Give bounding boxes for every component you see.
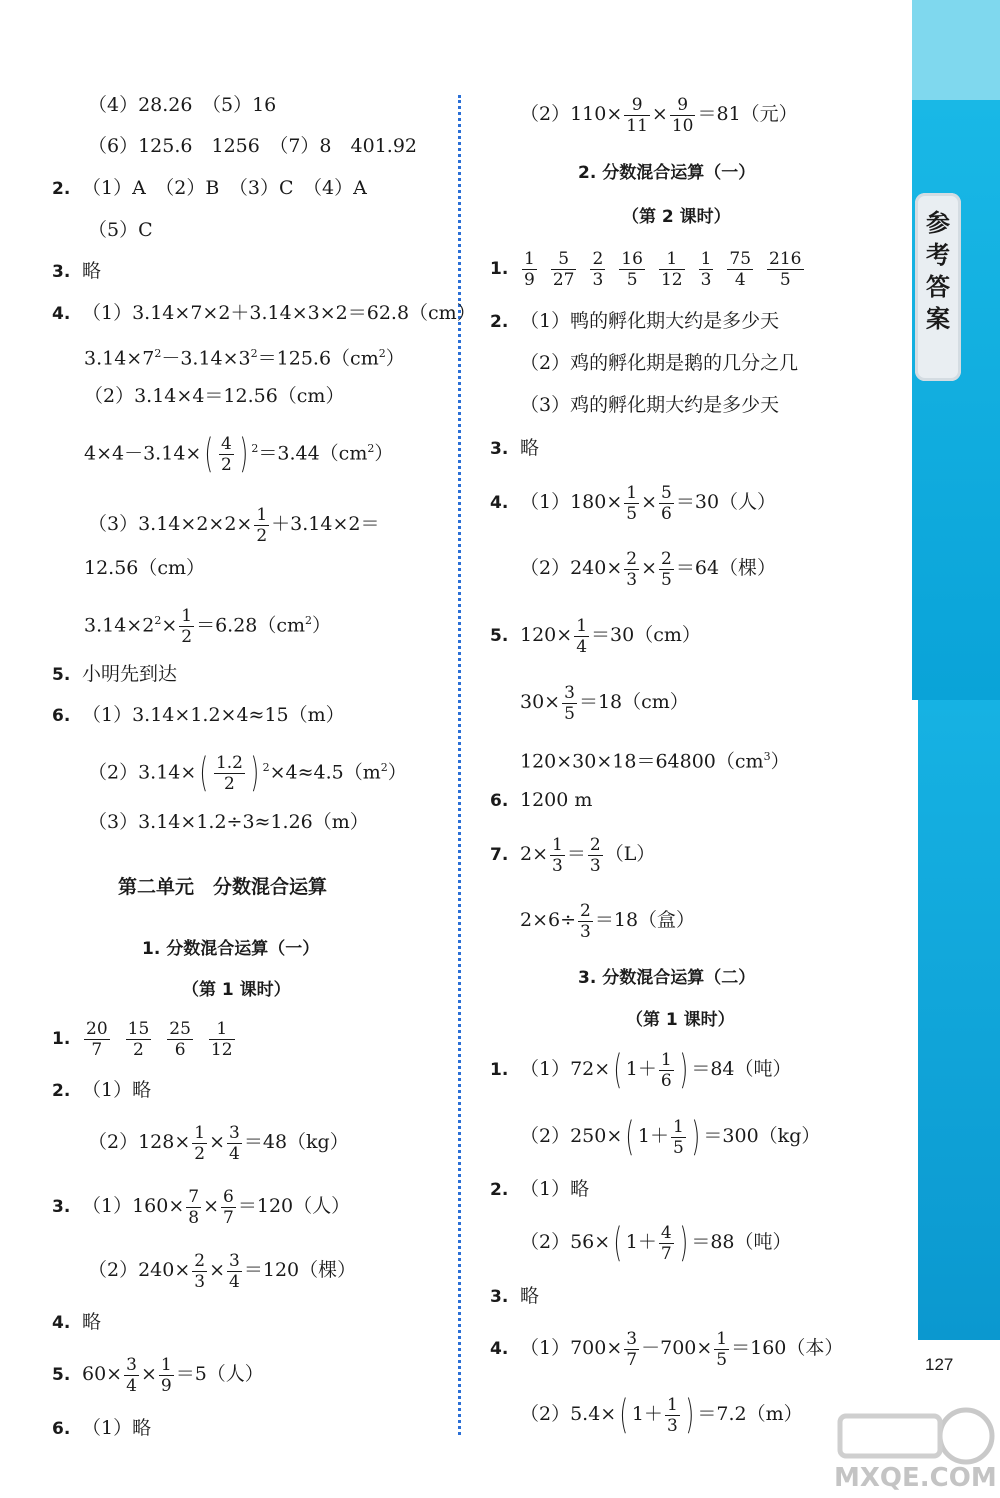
question-number: 4. (52, 1313, 71, 1333)
fraction (84, 1019, 110, 1060)
denominator: 9 (524, 269, 535, 290)
numerator: 1 (700, 248, 712, 269)
edge-band (912, 100, 1000, 700)
denominator: 6 (174, 1039, 186, 1060)
fraction: $\frac{1.2}{2}$ (215, 752, 243, 794)
answer-line: 2×6÷ $\frac{2}{3}$ ＝18（盒） (520, 900, 696, 942)
question-1: 1. （1）72×( 1＋ $\frac{1}{6}$ ) ＝84（吨） (490, 1047, 792, 1093)
page-number: 127 (925, 1355, 954, 1374)
answer-line: （6）125.6 1256 （7）8 401.92 (88, 135, 417, 157)
fraction: $\frac{9}{10}$ (671, 94, 694, 136)
watermark-logo (828, 1398, 998, 1493)
denominator: 4 (734, 269, 746, 290)
answer-line: （2）56×( 1＋ $\frac{4}{7}$ ) ＝88（吨） (520, 1220, 792, 1266)
question-number: 3. (490, 439, 509, 459)
section-subtitle: （第 2 课时） (622, 207, 731, 227)
fraction: $\frac{2}{5}$ (661, 548, 672, 590)
numerator: 16 (621, 248, 643, 269)
question-number: 4. (490, 1339, 509, 1359)
denominator: 3 (700, 269, 712, 290)
answer-line: （3）3.14×1.2÷3≈1.26（m） (88, 811, 369, 833)
question-number: 3. (52, 1197, 71, 1217)
watermark-text: MXQE.COM (834, 1463, 997, 1493)
fraction: $\frac{1}{4}$ (576, 615, 588, 657)
fraction (167, 1019, 193, 1060)
question-6: 6. （1）3.14×1.2×4≈15（m） (52, 704, 345, 726)
denominator: 12 (660, 269, 683, 290)
fraction: $\frac{1}{5}$ (716, 1328, 728, 1370)
question-3: 3. 略 (52, 260, 102, 282)
answer-line: 4×4－3.14×( $\frac{4}{2}$ ) $^2=3.44(cm^2)$ (84, 431, 394, 478)
fraction (699, 249, 714, 290)
numerator: 20 (86, 1018, 108, 1039)
answer-line: （2）240× $\frac{2}{3}$ × $\frac{3}{4}$ ＝120（棵） (88, 1250, 357, 1292)
question-number: 5. (490, 626, 509, 646)
column-divider (458, 95, 461, 1435)
denominator: 5 (779, 269, 791, 290)
denominator: 7 (91, 1039, 103, 1060)
numerator: 1 (659, 249, 685, 270)
question-number: 3. (490, 1287, 509, 1307)
fraction: $\frac{7}{8}$ (188, 1186, 200, 1228)
fraction: $\frac{9}{11}$ (626, 94, 648, 136)
answer-line: （4）28.26 （5）16 (88, 94, 277, 116)
answer-line: 12.56（cm） (84, 557, 206, 579)
answer-line: 30× $\frac{3}{5}$ ＝18（cm） (520, 682, 689, 724)
fraction (590, 249, 605, 290)
question-3: 3. 略 (490, 437, 540, 459)
question-number: 3. (52, 262, 71, 282)
fraction: $\frac{2}{3}$ (580, 900, 591, 942)
fraction (727, 249, 753, 290)
section-title: 3. 分数混合运算（二） (578, 968, 756, 988)
question-2: 2. （1）略 (52, 1079, 152, 1101)
fraction: $\frac{1}{5}$ (672, 1116, 684, 1158)
fraction: $\frac{1}{9}$ (160, 1354, 172, 1396)
fraction: $\frac{2}{3}$ (589, 834, 601, 876)
fraction (209, 1019, 235, 1060)
fraction (767, 249, 803, 290)
answer-line: $3.14\times 2^2\times$ $\frac{1}{2}$ $=6.28(cm^2)$ (84, 605, 332, 647)
question-number: 4. (490, 493, 509, 513)
question-number: 2. (52, 179, 71, 199)
answer-line: （3）鸡的孵化期大约是多少天 (520, 394, 780, 416)
question-4: 4. （1）700× $\frac{3}{7}$ －700× $\frac{1}{5}$ ＝160（本） (490, 1324, 843, 1373)
question-4: 4. （1）180× $\frac{1}{5}$ × $\frac{5}{6}$ ＝30（人） (490, 478, 776, 527)
numerator: 15 (127, 1018, 150, 1039)
fraction-list (520, 248, 816, 290)
fraction: $\frac{3}{4}$ (126, 1354, 137, 1396)
numerator: 75 (729, 248, 752, 269)
question-4: 4. 略 (52, 1311, 102, 1333)
question-number: 4. (52, 304, 71, 324)
numerator: 2 (592, 248, 604, 269)
numerator: 1 (524, 248, 535, 269)
fraction: $\frac{5}{6}$ (661, 482, 672, 524)
fraction (522, 249, 537, 290)
question-number: 1. (490, 259, 509, 279)
question-5: 5. 120× $\frac{1}{4}$ ＝30（cm） (490, 611, 701, 660)
fraction: $\frac{3}{4}$ (229, 1122, 240, 1164)
fraction-list (82, 1018, 249, 1060)
question-3: 3. （1）160× $\frac{7}{8}$ × $\frac{6}{7}$ ＝120（人） (52, 1182, 350, 1231)
answer-line: $120\times 30\times 18=64800(cm^3)$ (520, 750, 790, 773)
unit-title: 第二单元 分数混合运算 (118, 876, 328, 898)
fraction (126, 1019, 152, 1060)
fraction: $\frac{1}{2}$ (181, 605, 193, 647)
question-2: 2. （1）略 (490, 1178, 590, 1200)
section-title: 1. 分数混合运算（一） (142, 939, 320, 959)
fraction: $\frac{2}{3}$ (626, 548, 638, 590)
question-number: 6. (52, 706, 71, 726)
question-1 (52, 1014, 249, 1063)
question-7: 7. 2× $\frac{1}{3}$ ＝ $\frac{2}{3}$ （L） (490, 830, 655, 879)
question-2: 2. （1）鸭的孵化期大约是多少天 (490, 310, 780, 332)
question-number: 1. (52, 1029, 71, 1049)
fraction: $\frac{4}{7}$ (660, 1222, 672, 1264)
denominator: 3 (592, 269, 604, 290)
fraction: $\frac{1}{3}$ (552, 834, 563, 876)
answer-line: $3.14\times 7^2-3.14\times 3^2=125.6(cm^2)$ (84, 347, 405, 370)
fraction (619, 249, 645, 290)
question-number: 2. (490, 1180, 509, 1200)
answer-line: （2）240× $\frac{2}{3}$ × $\frac{2}{5}$ ＝64（棵） (520, 548, 777, 590)
numerator: 216 (769, 248, 802, 269)
fraction: $\frac{3}{4}$ (229, 1250, 240, 1292)
question-3: 3. 略 (490, 1285, 540, 1307)
answer-line: （2）128× $\frac{1}{2}$ × $\frac{3}{4}$ ＝48（kg） (88, 1122, 349, 1164)
answer-line: （2）250×( 1＋ $\frac{1}{5}$ ) ＝300（kg） (520, 1114, 821, 1160)
fraction (551, 249, 577, 290)
section-title: 2. 分数混合运算（一） (578, 163, 756, 183)
question-number: 6. (52, 1419, 71, 1439)
fraction (659, 249, 685, 290)
denominator: 27 (552, 269, 575, 290)
numerator: 25 (169, 1018, 191, 1039)
denominator: 2 (133, 1039, 144, 1060)
question-1 (490, 244, 816, 293)
question-5: 5. 小明先到达 (52, 663, 178, 685)
question-6: 6. （1）略 (52, 1417, 152, 1439)
answer-line: （3）3.14×2×2× $\frac{1}{2}$ ＋3.14×2＝ (88, 504, 380, 546)
question-number: 5. (52, 665, 71, 685)
fraction: $\frac{1}{2}$ (256, 504, 268, 546)
question-number: 2. (52, 1081, 71, 1101)
answer-line: （5）C (88, 219, 153, 241)
edge-band-top (912, 0, 1000, 100)
fraction: $\frac{4}{2}$ (220, 433, 232, 475)
fraction: $\frac{1}{3}$ (666, 1394, 678, 1436)
answer-line: （2）3.14×( $\frac{1.2}{2}$ ) $^2\times 4\approx 4.5(m^2)$ (88, 750, 407, 797)
question-number: 5. (52, 1365, 71, 1385)
fraction: $\frac{1}{6}$ (660, 1049, 672, 1091)
question-6: 6. 1200 m (490, 789, 593, 811)
question-5: 5. 60× $\frac{3}{4}$ × $\frac{1}{9}$ ＝5（人） (52, 1350, 264, 1399)
answer-key-tab-label: 参考答案 (926, 209, 950, 333)
fraction: $\frac{1}{2}$ (194, 1122, 206, 1164)
section-subtitle: （第 1 课时） (626, 1010, 735, 1030)
answer-line: （2）3.14×4＝12.56（cm） (84, 385, 345, 407)
fraction: $\frac{2}{3}$ (194, 1250, 206, 1292)
answer-line: （2）5.4×( 1＋ $\frac{1}{3}$ ) ＝7.2（m） (520, 1392, 803, 1438)
answer-line: （2）110× $\frac{9}{11}$ × $\frac{9}{10}$ ＝81（元） (520, 94, 798, 136)
question-number: 6. (490, 791, 509, 811)
question-number: 1. (490, 1060, 509, 1080)
question-4: 4. （1）3.14×7×2＋3.14×3×2＝62.8（cm） (52, 302, 476, 324)
question-number: 7. (490, 845, 509, 865)
denominator: 12 (210, 1039, 233, 1060)
fraction: $\frac{6}{7}$ (223, 1186, 234, 1228)
fraction: $\frac{3}{5}$ (564, 682, 575, 724)
fraction: $\frac{3}{7}$ (626, 1328, 638, 1370)
question-2: 2. （1）A （2）B （3）C （4）A (52, 177, 367, 199)
numerator: 1 (209, 1019, 235, 1040)
denominator: 5 (626, 269, 638, 290)
edge-band-lower (918, 700, 1000, 1340)
answer-key-tab (915, 193, 961, 381)
numerator: 5 (551, 249, 577, 270)
question-number: 2. (490, 312, 509, 332)
answer-line: （2）鸡的孵化期是鹅的几分之几 (520, 352, 799, 374)
section-subtitle: （第 1 课时） (182, 980, 291, 1000)
fraction: $\frac{1}{5}$ (626, 482, 638, 524)
